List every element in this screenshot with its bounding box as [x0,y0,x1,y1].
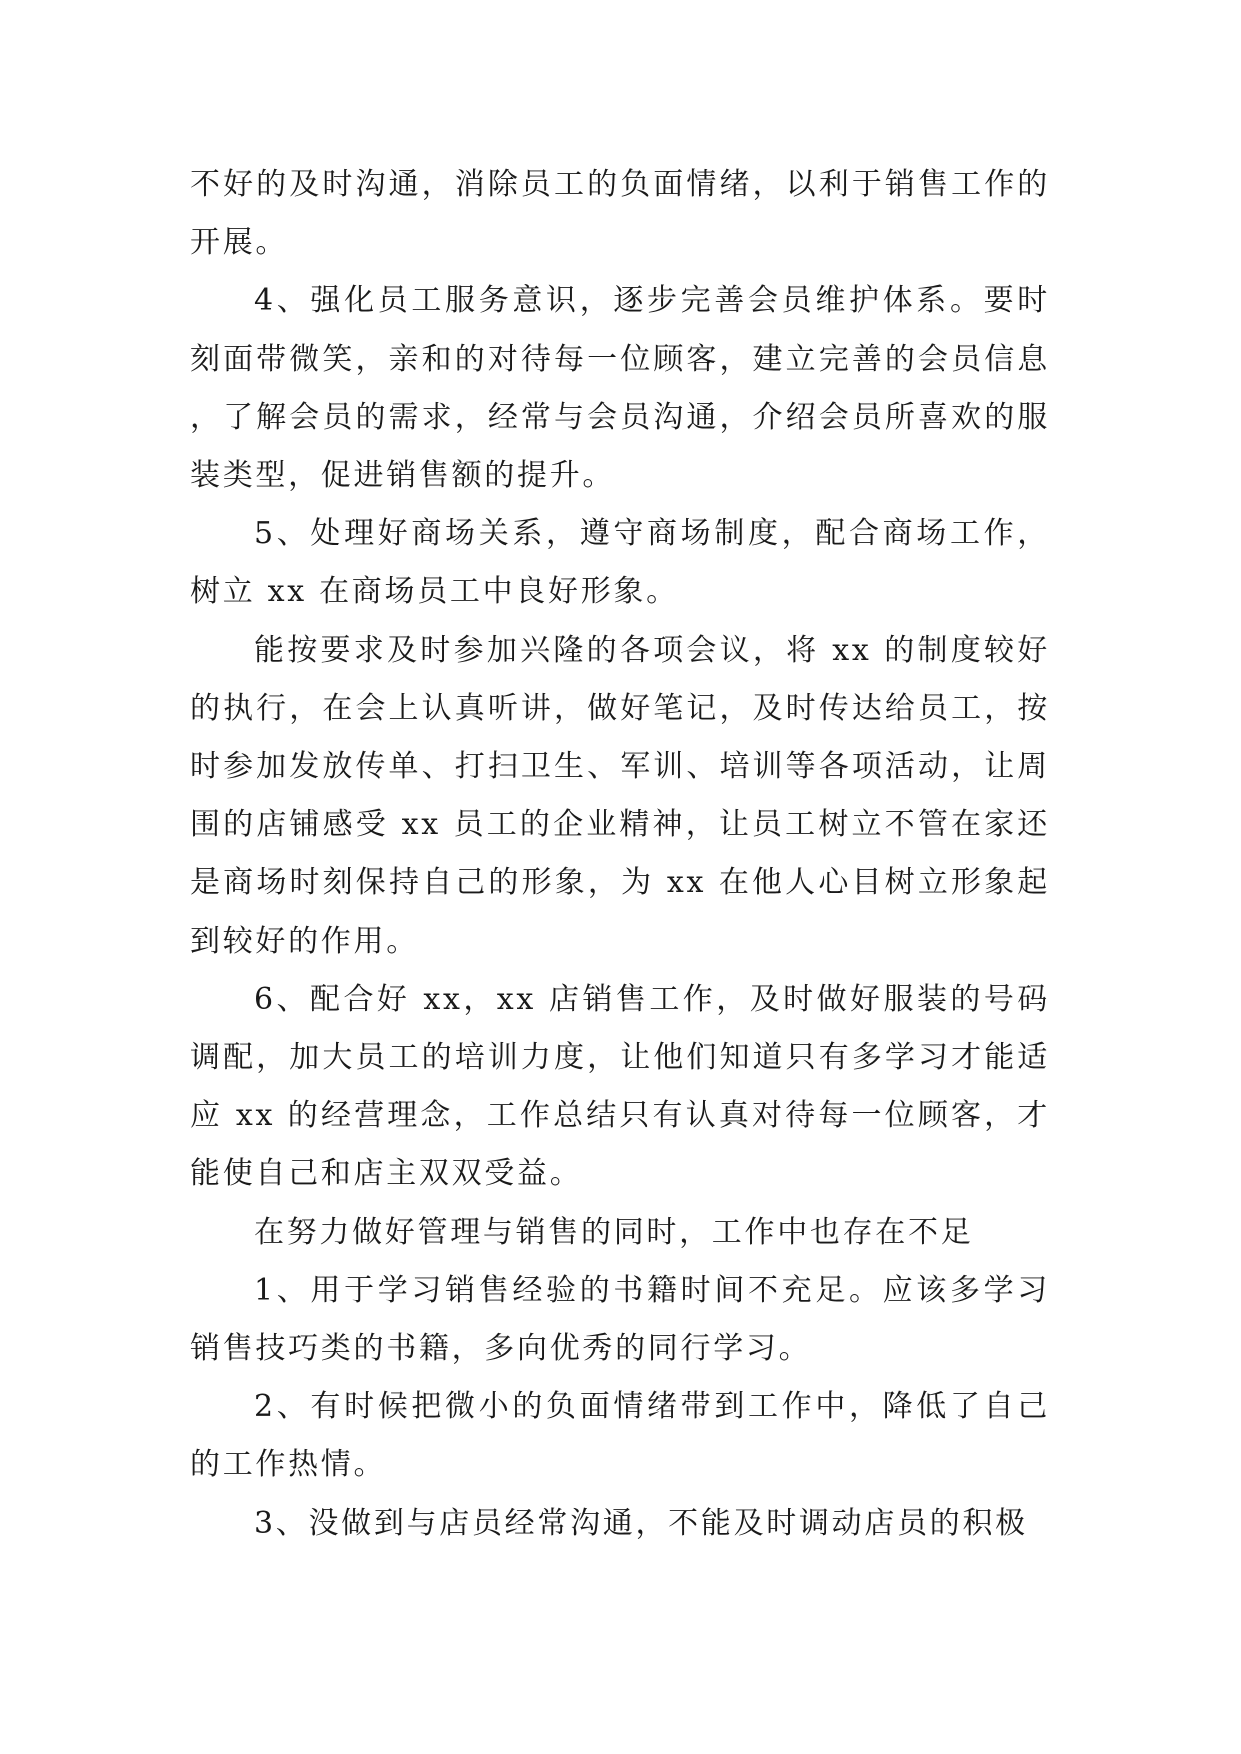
paragraph-continuation: 不好的及时沟通，消除员工的负面情绪，以利于销售工作的开展。 [190,167,1050,261]
paragraph-item-5: 5、处理好商场关系，遵守商场制度，配合商场工作，树立 xx 在商场员工中良好形象。 [190,516,1050,610]
document-body [190,156,1050,1553]
paragraph-item-6: 6、配合好 xx，xx 店销售工作，及时做好服装的号码调配，加大员工的培训力度，让他们知道只有多学习才能适应 xx 的经营理念，工作总结只有认真对待每一位顾客，才能使自己和店主双双受益。 [190,981,1050,1192]
paragraph-shortcomings-intro: 在努力做好管理与销售的同时，工作中也存在不足 [254,1214,974,1250]
paragraph-shortcoming-3: 3、没做到与店员经常沟通，不能及时调动店员的积极 [254,1505,1028,1541]
paragraph-item-4: 4、强化员工服务意识，逐步完善会员维护体系。要时刻面带微笑，亲和的对待每一位顾客，建立完善的会员信息，了解会员的需求，经常与会员沟通，介绍会员所喜欢的服装类型，促进销售额的提升。 [190,283,1050,494]
paragraph-shortcoming-2: 2、有时候把微小的负面情绪带到工作中，降低了自己的工作热情。 [190,1389,1050,1483]
paragraph-meetings: 能按要求及时参加兴隆的各项会议，将 xx 的制度较好的执行，在会上认真听讲，做好笔记，及时传达给员工，按时参加发放传单、打扫卫生、军训、培训等各项活动，让周围的店铺感受 xx 员工的企业精神，让员工树立不管在家还是商场时刻保持自己的形象，为 xx 在他人心目树立形象起到较好的作用。 [190,632,1051,959]
paragraph-shortcoming-1: 1、用于学习销售经验的书籍时间不充足。应该多学习销售技巧类的书籍，多向优秀的同行学习。 [190,1272,1050,1367]
